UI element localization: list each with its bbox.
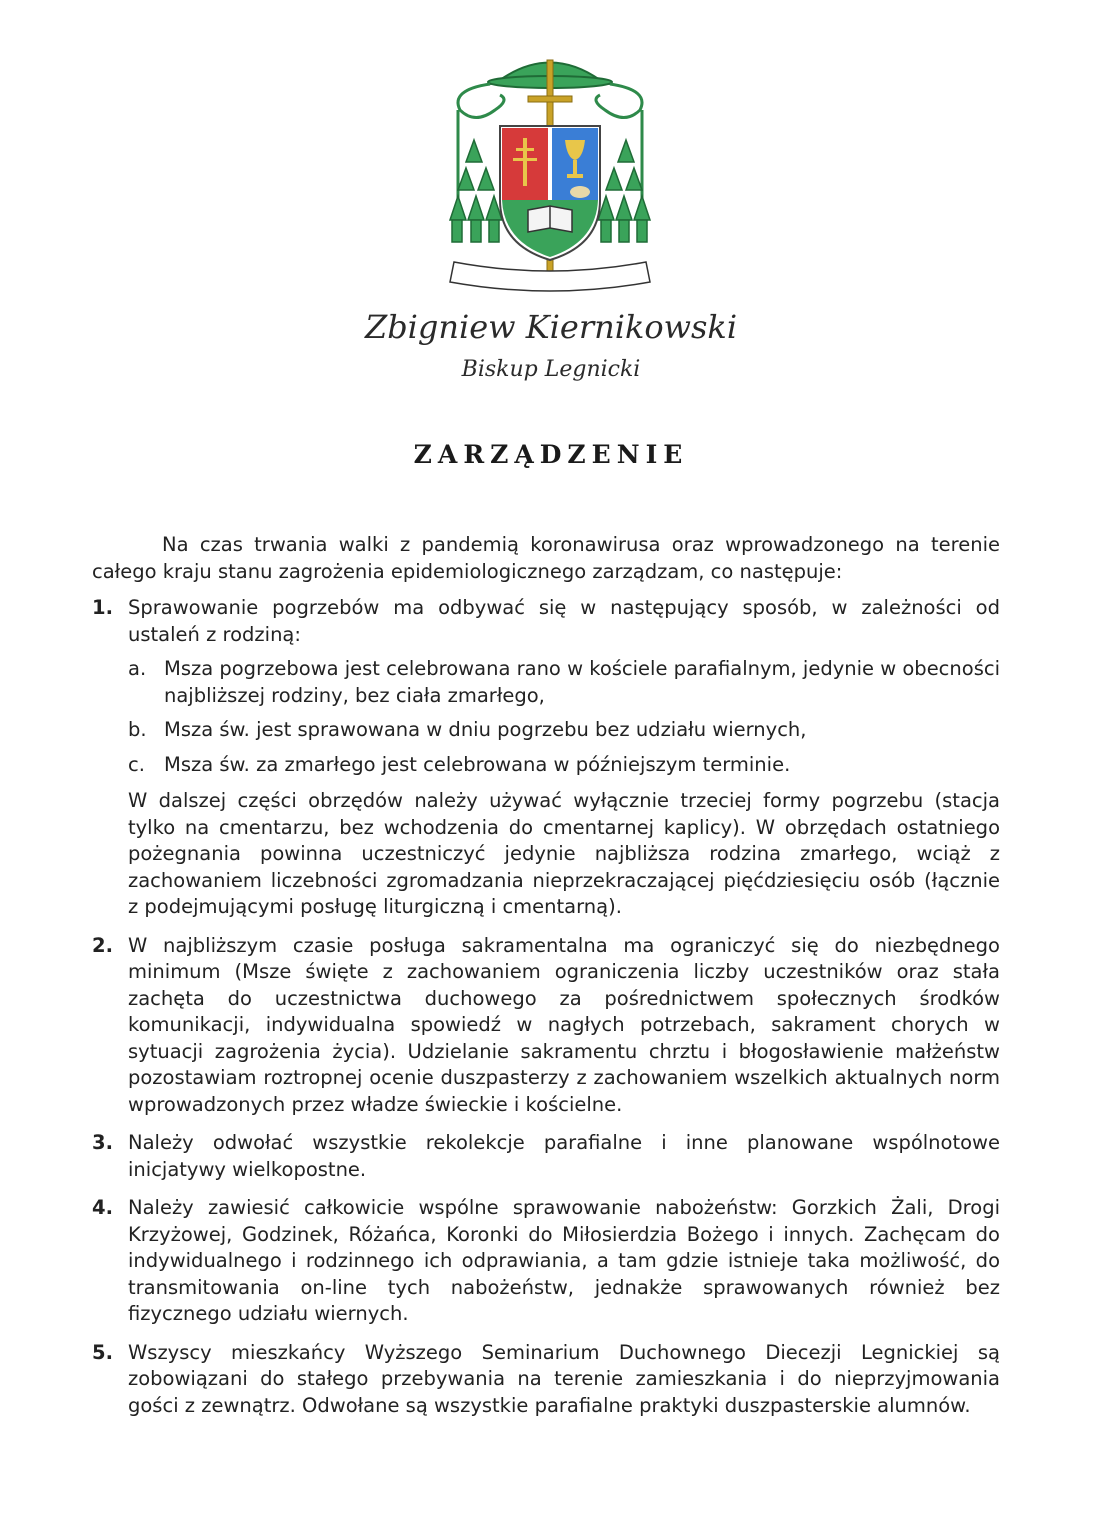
list-item-5 — [92, 1340, 1000, 1420]
sub-item-a — [128, 656, 1000, 709]
document-title: ZARZĄDZENIE — [413, 440, 689, 469]
sub-item-text: Msza pogrzebowa jest celebrowana rano w kościele parafialnym, jedynie w obecności najbliższej rodziny, bez ciała zmarłego, — [164, 657, 1000, 707]
item-text: Należy zawiesić całkowicie wspólne sprawowanie nabożeństw: Gorzkich Żali, Drogi Krzyżowej, Godzinek, Różańca, Koronki do Miłosierdzia Bożego i innych. Zachęcam do indywidualnego i rodzinnego ich odprawiania, a tam gdzie istnieje taka możliwość, do transmitowania on-line tych nabożeństw, jednakże sprawowanych również bez fizycznego udziału wiernych. — [128, 1196, 1000, 1325]
sub-item-c — [128, 752, 1000, 779]
item-text: Wszyscy mieszkańcy Wyższego Seminarium Duchownego Diecezji Legnickiej są zobowiązani do stałego przebywania na terenie zamieszkania i do nieprzyjmowania gości z zewnątrz. Odwołane są wszystkie parafialne praktyki duszpasterskie alumnów. — [128, 1340, 1000, 1417]
item-number: 4. — [92, 1196, 113, 1219]
item-number: 2. — [92, 933, 113, 957]
item-text: Sprawowanie pogrzebów ma odbywać się w następujący sposób, w zależności od ustaleń z rodziną: — [128, 596, 1000, 646]
sub-item-letter: b. — [128, 718, 147, 741]
sub-item-text: Msza św. za zmarłego jest celebrowana w późniejszym terminie. — [164, 752, 791, 776]
item-text: W najbliższym czasie posługa sakramentalna ma ograniczyć się do niezbędnego minimum (Msze święte z zachowaniem ograniczenia liczby uczestników oraz stała zachęta do uczestnictwa duchowego za pośrednictwem społecznych środków komunikacji, indywidualna spowiedź w nagłych potrzebach, sakrament chorych w sytuacji zagrożenia życia). Udzielanie sakramentu chrztu i błogosławienie małżeństw pozostawiam roztropnej ocenie duszpasterzy z zachowaniem wszelkich aktualnych norm wprowadzonych przez władze świeckie i kościelne. — [128, 933, 1000, 1116]
list-item-1 — [92, 595, 1000, 921]
item-text: Należy odwołać wszystkie rekolekcje parafialne i inne planowane wspólnotowe inicjatywy wielkopostne. — [128, 1131, 1000, 1181]
intro-paragraph: Na czas trwania walki z pandemią koronawirusa oraz wprowadzonego na terenie całego kraju stanu zagrożenia epidemiologicznego zarządzam, co następuje: — [92, 533, 1000, 583]
sub-item-letter: a. — [128, 657, 147, 680]
sub-item-letter: c. — [128, 752, 145, 776]
list-item-3 — [92, 1130, 1000, 1183]
author-title: Biskup Legnicki — [461, 357, 641, 382]
list-item-4 — [92, 1195, 1000, 1328]
coat-of-arms-emblem — [440, 50, 660, 300]
author-name: Zbigniew Kiernikowski — [364, 308, 738, 346]
sub-item-b — [128, 717, 1000, 744]
item-continuation: W dalszej części obrzędów należy używać wyłącznie trzeciej formy pogrzebu (stacja tylko na cmentarzu, bez wchodzenia do cmentarnej kaplicy). W obrzędach ostatniego pożegnania powinna uczestniczyć jedynie najbliższa rodzina zmarłego, wciąż z zachowaniem liczebności zgromadzania nieprzekraczającej pięćdziesięciu osób (łącznie z podejmującymi posługę liturgiczną i cmentarną). — [128, 789, 1000, 918]
list-item-2 — [92, 933, 1000, 1119]
document-body — [92, 532, 1000, 1431]
item-number: 5. — [92, 1340, 113, 1364]
item-number: 3. — [92, 1131, 113, 1154]
sub-item-text: Msza św. jest sprawowana w dniu pogrzebu bez udziału wiernych, — [164, 718, 807, 741]
item-number: 1. — [92, 596, 113, 619]
